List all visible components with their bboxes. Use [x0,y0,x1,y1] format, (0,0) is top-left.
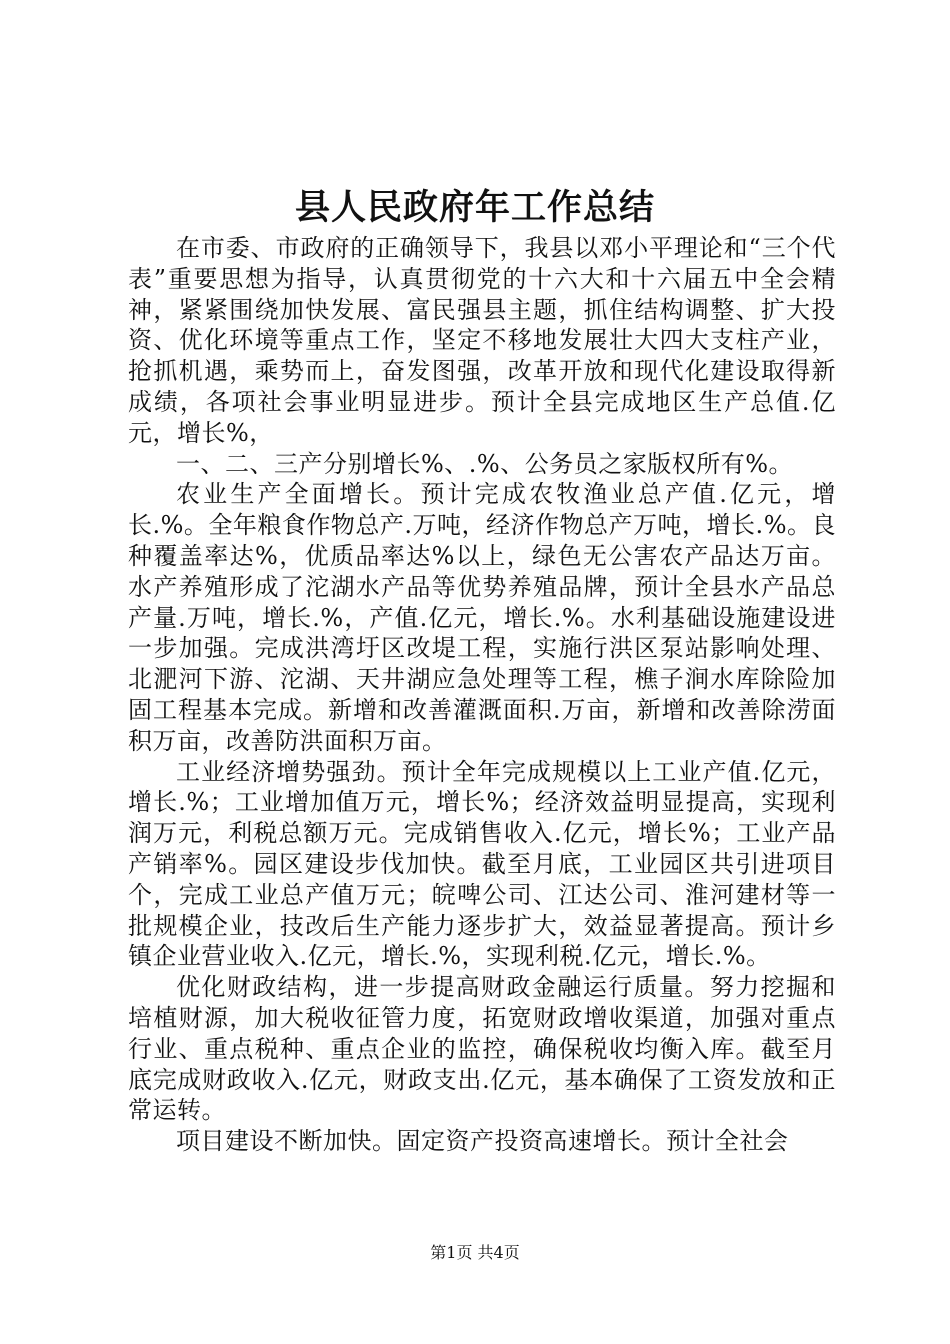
document-body [128,233,836,1157]
paragraph-industry-growth: 一、二、三产分别增长%、.%、公务员之家版权所有%。 [176,449,794,478]
document-title: 县人民政府年工作总结 [294,187,655,228]
paragraph-industrial-economy: 工业经济增势强劲。预计全年完成规模以上工业产值.亿元，增长.%；工业增加值万元，增长%；经济效益明显提高，实现利润万元，利税总额万元。完成销售收入.亿元，增长%；工业产品产销率%。园区建设步伐加快。截至月底，工业园区共引进项目个，完成工业总产值万元；皖啤公司、江达公司、淮河建材等一批规模企业，技改后生产能力逐步扩大，效益显著提高。预计乡镇企业营业收入.亿元，增长.%，实现利税.亿元，增长.%。 [128,757,836,971]
paragraph-agriculture: 农业生产全面增长。预计完成农牧渔业总产值.亿元，增长.%。全年粮食作物总产.万吨，经济作物总产万吨，增长.%。良种覆盖率达%，优质品率达%以上，绿色无公害农产品达万亩。水产养殖形成了沱湖水产品等优势养殖品牌，预计全县水产品总产量.万吨，增长.%，产值.亿元，增长.%。水利基础设施建设进一步加强。完成洪湾圩区改堤工程，实施行洪区泵站影响处理、北淝河下游、沱湖、天井湖应急处理等工程，樵子涧水库除险加固工程基本完成。新增和改善灌溉面积.万亩，新增和改善除涝面积万亩，改善防洪面积万亩。 [128,480,836,755]
paragraph-intro: 在市委、市政府的正确领导下，我县以邓小平理论和“三个代表”重要思想为指导，认真贯彻党的十六大和十六届五中全会精神，紧紧围绕加快发展、富民强县主题，抓住结构调整、扩大投资、优化环境等重点工作，坚定不移地发展壮大四大支柱产业，抢抓机遇，乘势而上，奋发图强，改革开放和现代化建设取得新成绩，各项社会事业明显进步。预计全县完成地区生产总值.亿元，增长%， [128,234,836,447]
page-number: 第1页 共4页 [430,1243,520,1262]
paragraph-finance: 优化财政结构，进一步提高财政金融运行质量。努力挖掘和培植财源，加大税收征管力度，拓宽财政增收渠道，加强对重点行业、重点税种、重点企业的监控，确保税收均衡入库。截至月底完成财政收入.亿元，财政支出.亿元，基本确保了工资发放和正常运转。 [128,973,836,1125]
paragraph-project-construction: 项目建设不断加快。固定资产投资高速增长。预计全社会 [176,1127,789,1156]
